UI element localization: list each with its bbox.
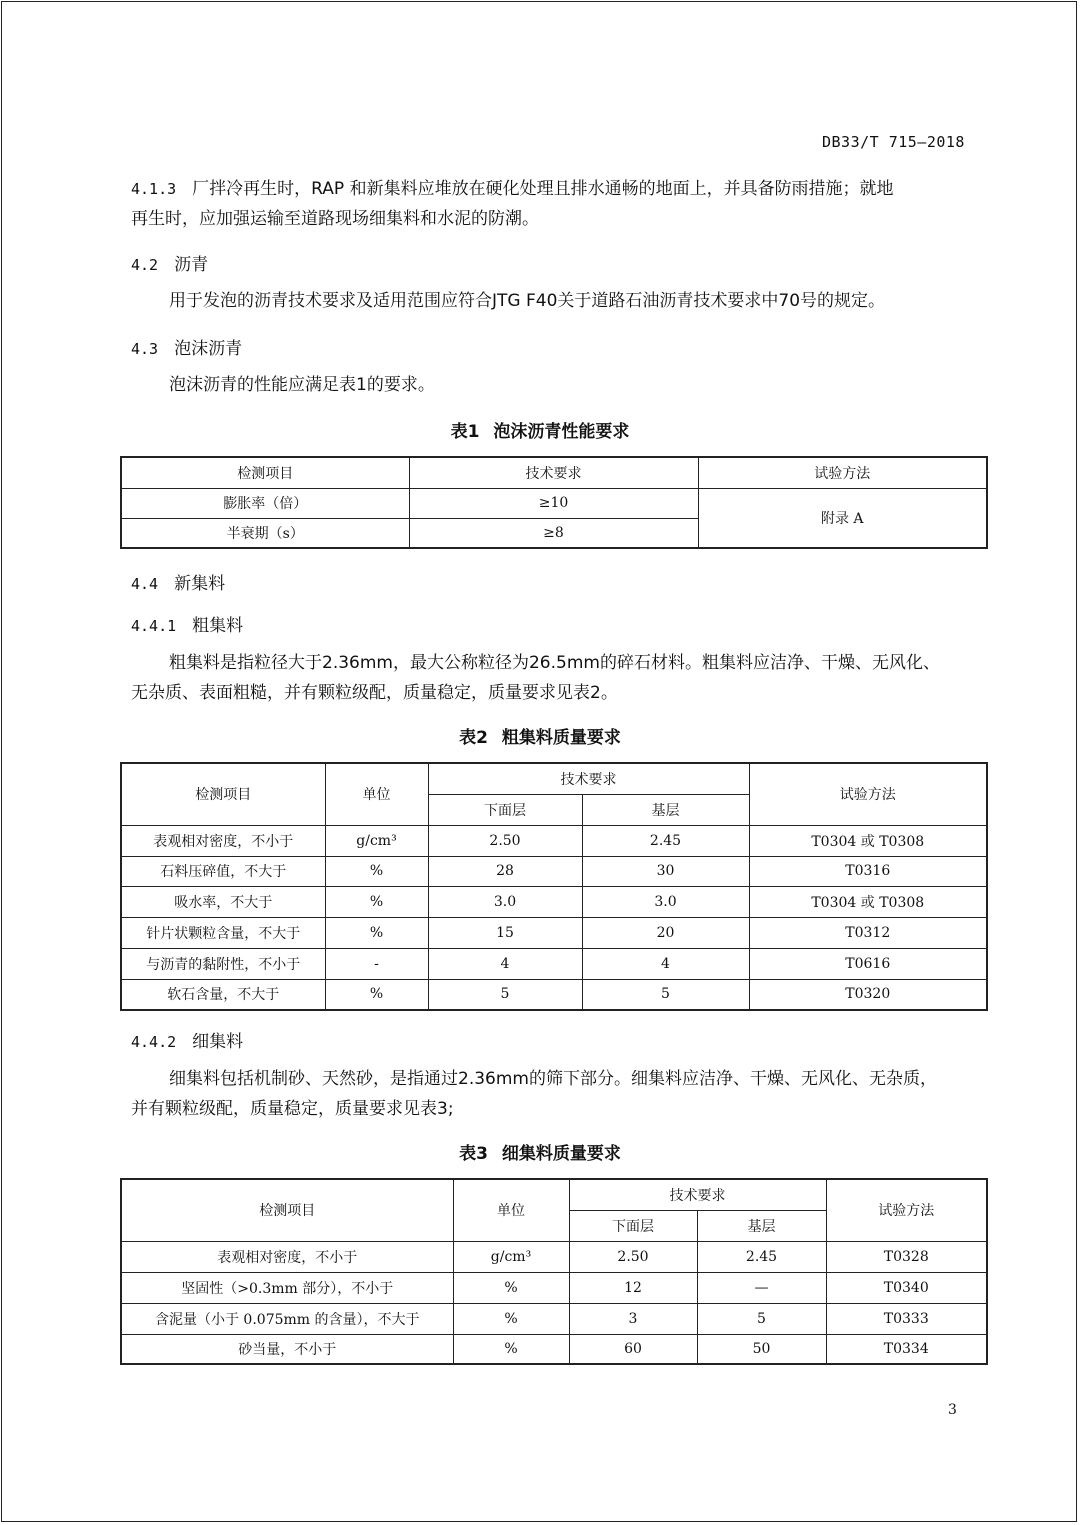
table2-cell-item: 针片状颗粒含量，不大于 xyxy=(121,917,325,948)
table3-cell-item: 坚固性（>0.3mm 部分），不小于 xyxy=(121,1272,453,1303)
section-4-1-3-line2: 再生时，应加强运输至道路现场细集料和水泥的防潮。 xyxy=(131,209,539,229)
table-row xyxy=(121,1334,987,1364)
section-4-4-2-heading xyxy=(131,1027,243,1052)
table3-cell-unit: % xyxy=(453,1334,569,1364)
table2 xyxy=(120,762,988,1011)
table3-header-method: 试验方法 xyxy=(826,1179,987,1241)
section-4-1-3-text1: 厂拌冷再生时，RAP 和新集料应堆放在硬化处理且排水通畅的地面上，并具备防雨措施；就地 xyxy=(192,179,894,199)
table1-cell-item: 半衰期（s） xyxy=(121,518,409,548)
section-4-4-2-line2: 并有颗粒级配，质量稳定，质量要求见表3; xyxy=(131,1099,454,1119)
table2-cell-item: 与沥青的黏附性，不小于 xyxy=(121,948,325,979)
section-4-2-body: 用于发泡的沥青技术要求及适用范围应符合JTG F40关于道路石油沥青技术要求中70号的规定。 xyxy=(169,291,886,311)
table2-cell-lower: 2.50 xyxy=(428,825,582,856)
section-4-2-heading xyxy=(131,250,208,275)
table2-cell-base: 30 xyxy=(582,856,749,886)
table2-header-method: 试验方法 xyxy=(749,763,987,825)
table2-cell-method: T0316 xyxy=(749,856,987,886)
section-4-2-number: 4.2 xyxy=(131,256,159,274)
table2-cell-base: 5 xyxy=(582,979,749,1010)
table3-header-base: 基层 xyxy=(697,1210,826,1241)
table3-cell-unit: g/cm³ xyxy=(453,1241,569,1272)
table3-caption xyxy=(0,1139,1080,1164)
table3-cell-unit: % xyxy=(453,1303,569,1334)
table1-cell-req: ≥8 xyxy=(409,518,698,548)
table2-cell-base: 20 xyxy=(582,917,749,948)
table2-header-base: 基层 xyxy=(582,794,749,825)
table2-header-req: 技术要求 xyxy=(428,763,749,794)
table2-cell-method: T0616 xyxy=(749,948,987,979)
table3-cell-item: 含泥量（小于 0.075mm 的含量），不大于 xyxy=(121,1303,453,1334)
table-row xyxy=(121,948,987,979)
section-4-4-heading xyxy=(131,569,225,594)
table3-cell-lower: 2.50 xyxy=(569,1241,697,1272)
table3-cell-base: 5 xyxy=(697,1303,826,1334)
table-row xyxy=(121,917,987,948)
table-row xyxy=(121,1241,987,1272)
section-4-4-1-heading xyxy=(131,611,243,636)
table1-header-item: 检测项目 xyxy=(121,457,409,488)
table2-number: 表2 xyxy=(459,728,488,748)
table2-cell-base: 2.45 xyxy=(582,825,749,856)
table2-header-row1 xyxy=(121,763,987,794)
table2-cell-unit: % xyxy=(325,979,428,1010)
table3-cell-lower: 12 xyxy=(569,1272,697,1303)
section-4-4-2-number: 4.4.2 xyxy=(131,1033,177,1051)
table1-title: 泡沫沥青性能要求 xyxy=(493,422,630,442)
table3-cell-lower: 3 xyxy=(569,1303,697,1334)
table2-cell-item: 表观相对密度，不小于 xyxy=(121,825,325,856)
table-row xyxy=(121,825,987,856)
table2-cell-item: 石料压碎值，不大于 xyxy=(121,856,325,886)
table2-cell-unit: g/cm³ xyxy=(325,825,428,856)
table-row xyxy=(121,488,987,518)
table2-title: 粗集料质量要求 xyxy=(501,728,621,748)
table-row xyxy=(121,856,987,886)
page-number: 3 xyxy=(948,1402,957,1418)
section-4-4-1-line1: 粗集料是指粒径大于2.36mm，最大公称粒径为26.5mm的碎石材料。粗集料应洁净、干燥、无风化、 xyxy=(169,653,940,673)
table2-cell-unit: % xyxy=(325,856,428,886)
section-4-4-2-line1: 细集料包括机制砂、天然砂，是指通过2.36mm的筛下部分。细集料应洁净、干燥、无风化、无杂质， xyxy=(169,1069,937,1089)
table3-header-lower: 下面层 xyxy=(569,1210,697,1241)
table1-header-req: 技术要求 xyxy=(409,457,698,488)
table3-cell-base: 2.45 xyxy=(697,1241,826,1272)
section-4-4-1-title: 粗集料 xyxy=(192,616,244,636)
table3-header-req: 技术要求 xyxy=(569,1179,826,1210)
table2-cell-lower: 28 xyxy=(428,856,582,886)
table3-number: 表3 xyxy=(459,1144,488,1164)
table3-cell-method: T0333 xyxy=(826,1303,987,1334)
table3-cell-method: T0334 xyxy=(826,1334,987,1364)
table1 xyxy=(120,456,988,549)
table3-cell-base: 50 xyxy=(697,1334,826,1364)
table1-caption xyxy=(0,417,1080,442)
table3-cell-item: 表观相对密度，不小于 xyxy=(121,1241,453,1272)
table2-cell-lower: 5 xyxy=(428,979,582,1010)
section-4-1-3-number: 4.1.3 xyxy=(131,180,177,198)
table2-cell-base: 3.0 xyxy=(582,886,749,917)
table3-header-row1 xyxy=(121,1179,987,1210)
table3-cell-method: T0328 xyxy=(826,1241,987,1272)
section-4-3-title: 泡沫沥青 xyxy=(174,339,243,359)
table2-cell-unit: % xyxy=(325,886,428,917)
table2-header-lower: 下面层 xyxy=(428,794,582,825)
table2-cell-method: T0304 或 T0308 xyxy=(749,825,987,856)
table3-cell-method: T0340 xyxy=(826,1272,987,1303)
section-4-4-2-title: 细集料 xyxy=(192,1032,244,1052)
table3-cell-lower: 60 xyxy=(569,1334,697,1364)
section-4-4-number: 4.4 xyxy=(131,575,159,593)
table2-cell-method: T0304 或 T0308 xyxy=(749,886,987,917)
table3-header-unit: 单位 xyxy=(453,1179,569,1241)
section-4-4-1-number: 4.4.1 xyxy=(131,617,177,635)
table2-header-unit: 单位 xyxy=(325,763,428,825)
standard-number: DB33/T 715—2018 xyxy=(822,133,965,151)
table3-title: 细集料质量要求 xyxy=(501,1144,621,1164)
section-4-4-1-line2: 无杂质、表面粗糙，并有颗粒级配，质量稳定，质量要求见表2。 xyxy=(131,683,618,703)
table2-cell-unit: % xyxy=(325,917,428,948)
table1-cell-item: 膨胀率（倍） xyxy=(121,488,409,518)
table2-cell-method: T0312 xyxy=(749,917,987,948)
table2-cell-base: 4 xyxy=(582,948,749,979)
table-row xyxy=(121,979,987,1010)
table3-header-item: 检测项目 xyxy=(121,1179,453,1241)
table2-cell-item: 吸水率，不大于 xyxy=(121,886,325,917)
table2-cell-unit: - xyxy=(325,948,428,979)
table2-cell-lower: 15 xyxy=(428,917,582,948)
table3-cell-unit: % xyxy=(453,1272,569,1303)
table1-header-row xyxy=(121,457,987,488)
section-4-2-title: 沥青 xyxy=(174,255,209,275)
table3-cell-item: 砂当量，不小于 xyxy=(121,1334,453,1364)
table2-cell-lower: 4 xyxy=(428,948,582,979)
section-4-1-3-line1 xyxy=(131,172,894,206)
table2-cell-item: 软石含量，不大于 xyxy=(121,979,325,1010)
table-row xyxy=(121,886,987,917)
section-4-3-body: 泡沫沥青的性能应满足表1的要求。 xyxy=(169,375,435,395)
table-row xyxy=(121,1272,987,1303)
table2-cell-method: T0320 xyxy=(749,979,987,1010)
table2-cell-lower: 3.0 xyxy=(428,886,582,917)
table-row xyxy=(121,1303,987,1334)
table2-header-item: 检测项目 xyxy=(121,763,325,825)
table3 xyxy=(120,1178,988,1365)
table1-number: 表1 xyxy=(450,422,480,442)
section-4-3-number: 4.3 xyxy=(131,340,159,358)
table1-header-method: 试验方法 xyxy=(698,457,987,488)
section-4-4-title: 新集料 xyxy=(174,574,226,594)
table3-cell-base: — xyxy=(697,1272,826,1303)
section-4-3-heading xyxy=(131,334,242,359)
table1-cell-req: ≥10 xyxy=(409,488,698,518)
table1-cell-method: 附录 A xyxy=(698,488,987,548)
table2-caption xyxy=(0,723,1080,748)
